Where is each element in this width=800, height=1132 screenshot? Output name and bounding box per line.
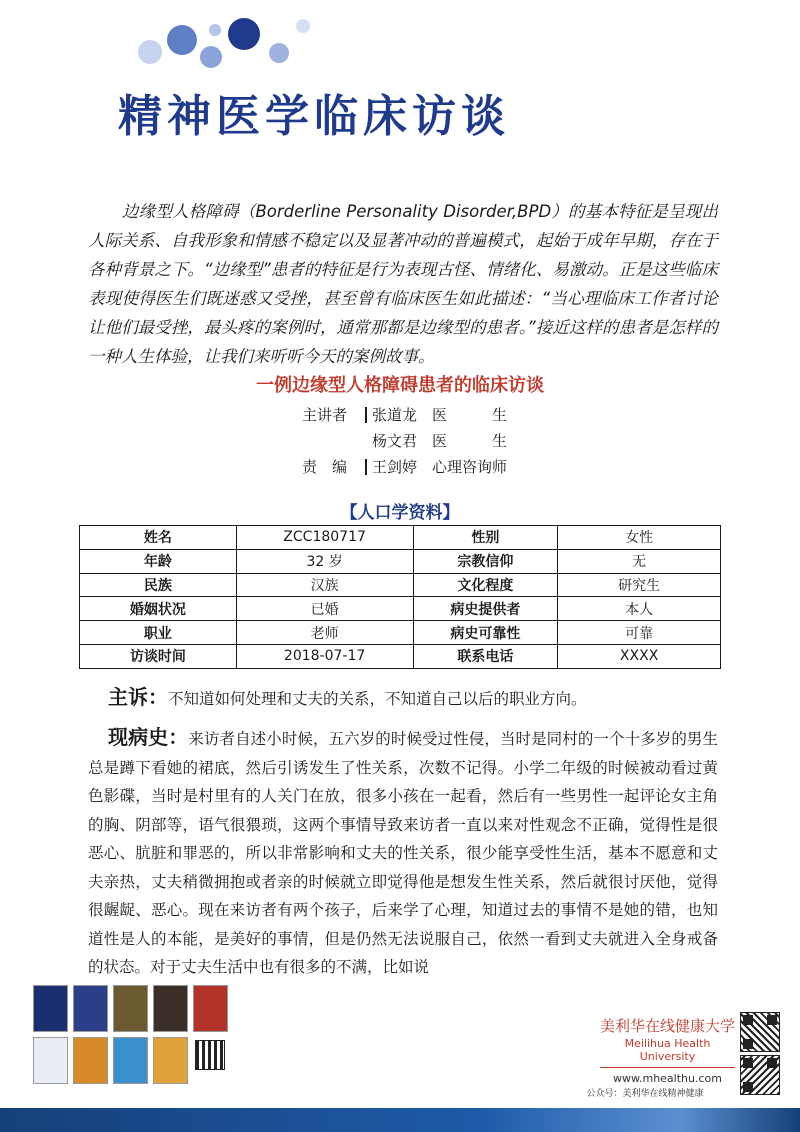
university-name-zh: 美利华在线健康大学 xyxy=(600,1017,736,1035)
field-value: XXXX xyxy=(558,644,721,668)
case-title: 一例边缘型人格障碍患者的临床访谈 xyxy=(256,375,544,396)
qr-code-icon xyxy=(740,1012,780,1052)
complaint-label: 主诉： xyxy=(108,685,168,709)
credit-row-speaker2 xyxy=(302,428,507,454)
table-row xyxy=(80,621,721,645)
field-label: 病史提供者 xyxy=(413,597,558,621)
field-label: 年龄 xyxy=(80,549,237,573)
field-label: 婚姻状况 xyxy=(80,597,237,621)
speaker1-name: 张道龙 xyxy=(372,406,418,424)
field-label: 职业 xyxy=(80,621,237,645)
field-value: 无 xyxy=(558,549,721,573)
page-title: 精神医学临床访谈 xyxy=(118,91,510,142)
book-cover xyxy=(33,1037,68,1084)
table-row xyxy=(80,549,721,573)
wechat-account: 公众号：美利华在线精神健康 xyxy=(586,1089,704,1099)
book-cover xyxy=(73,985,108,1032)
book-cover xyxy=(113,1037,148,1084)
field-label: 文化程度 xyxy=(413,573,558,597)
qr-code-icon xyxy=(195,1040,225,1070)
book-cover xyxy=(33,985,68,1032)
university-brand xyxy=(586,1015,736,1099)
table-row xyxy=(80,597,721,621)
speaker-label: 主讲者 xyxy=(302,406,348,424)
book-cover xyxy=(153,1037,188,1084)
brand-divider xyxy=(600,1067,735,1068)
credit-row-editor xyxy=(302,454,507,480)
intro-paragraph: 边缘型人格障碍（Borderline Personality Disorder,BPD）的基本特征是呈现出人际关系、自我形象和情感不稳定以及显著冲动的普遍模式，起始于成年早期，存在于各种背景之下。“边缘型”患者的特征是行为表现古怪、情绪化、易激动。正是这些临床表现使得医生们既迷惑又受挫，甚至曾有临床医生如此描述：“当心理临床工作者讨论让他们最受挫，最头疼的案例时，通常那都是边缘型的患者。”接近这样的患者是怎样的一种人生体验，让我们来听听今天的案例故事。 xyxy=(88,202,718,366)
editor-role: 心理咨询师 xyxy=(432,458,508,476)
book-covers xyxy=(30,985,230,1085)
field-value: 32 岁 xyxy=(236,549,413,573)
field-value: 研究生 xyxy=(558,573,721,597)
field-label: 联系电话 xyxy=(413,644,558,668)
table-row xyxy=(80,573,721,597)
field-value: 2018-07-17 xyxy=(236,644,413,668)
table-row xyxy=(80,644,721,668)
qr-code-icon xyxy=(740,1055,780,1095)
field-label: 宗教信仰 xyxy=(413,549,558,573)
field-value: 汉族 xyxy=(236,573,413,597)
book-cover xyxy=(153,985,188,1032)
field-label: 性别 xyxy=(413,526,558,550)
credit-divider xyxy=(365,407,367,423)
field-value: ZCC180717 xyxy=(236,526,413,550)
complaint-text: 不知道如何处理和丈夫的关系，不知道自己以后的职业方向。 xyxy=(168,690,587,708)
field-label: 访谈时间 xyxy=(80,644,237,668)
book-cover xyxy=(113,985,148,1032)
speaker2-name: 杨文君 xyxy=(372,432,418,450)
field-label: 病史可靠性 xyxy=(413,621,558,645)
field-label: 姓名 xyxy=(80,526,237,550)
website-url: www.mhealthu.com xyxy=(613,1072,722,1085)
field-value: 已婚 xyxy=(236,597,413,621)
demographics-table xyxy=(79,525,721,669)
university-name-en: Meilihua Health University xyxy=(624,1037,711,1063)
speaker1-role: 医 生 xyxy=(432,406,508,424)
book-cover xyxy=(73,1037,108,1084)
demographics-title: 【人口学资料】 xyxy=(340,503,460,523)
speaker2-role: 医 生 xyxy=(432,432,508,450)
table-row xyxy=(80,526,721,550)
credit-divider xyxy=(365,459,367,475)
history-label: 现病史： xyxy=(108,725,189,749)
footer-bar xyxy=(0,1108,800,1132)
field-value: 老师 xyxy=(236,621,413,645)
credit-row-speaker1 xyxy=(302,402,507,428)
book-cover xyxy=(193,985,228,1032)
chief-complaint xyxy=(108,683,587,713)
field-label: 民族 xyxy=(80,573,237,597)
editor-name: 王剑婷 xyxy=(372,458,418,476)
field-value: 本人 xyxy=(558,597,721,621)
field-value: 可靠 xyxy=(558,621,721,645)
field-value: 女性 xyxy=(558,526,721,550)
history-text: 来访者自述小时候，五六岁的时候受过性侵，当时是同村的一个十多岁的男生总是蹲下看她的裙底，然后引诱发生了性关系，次数不记得。小学二年级的时候被动看过黄色影碟，当时是村里有的人关门在放，很多小孩在一起看，然后有一些男性一起评论女主角的胸、阴部等，语气很猥琐，这两个事情导致来访者一直以来对性观念不正确，觉得性是很恶心、肮脏和罪恶的，所以非常影响和丈夫的性关系，很少能享受性生活，基本不愿意和丈夫亲热，丈夫稍微拥抱或者亲的时候就立即觉得他是想发生性关系，然后就很讨厌他，觉得很龌龊、恶心。现在来访者有两个孩子，后来学了心理，知道过去的事情不是她的错，也知道性是人的本能，是美好的事情，但是仍然无法说服自己，依然一看到丈夫就进入全身戒备的状态。对于丈夫生活中也有很多的不满，比如说 xyxy=(88,730,718,976)
editor-label: 责 编 xyxy=(302,458,348,476)
credits-block xyxy=(302,402,507,480)
present-illness xyxy=(88,723,718,982)
